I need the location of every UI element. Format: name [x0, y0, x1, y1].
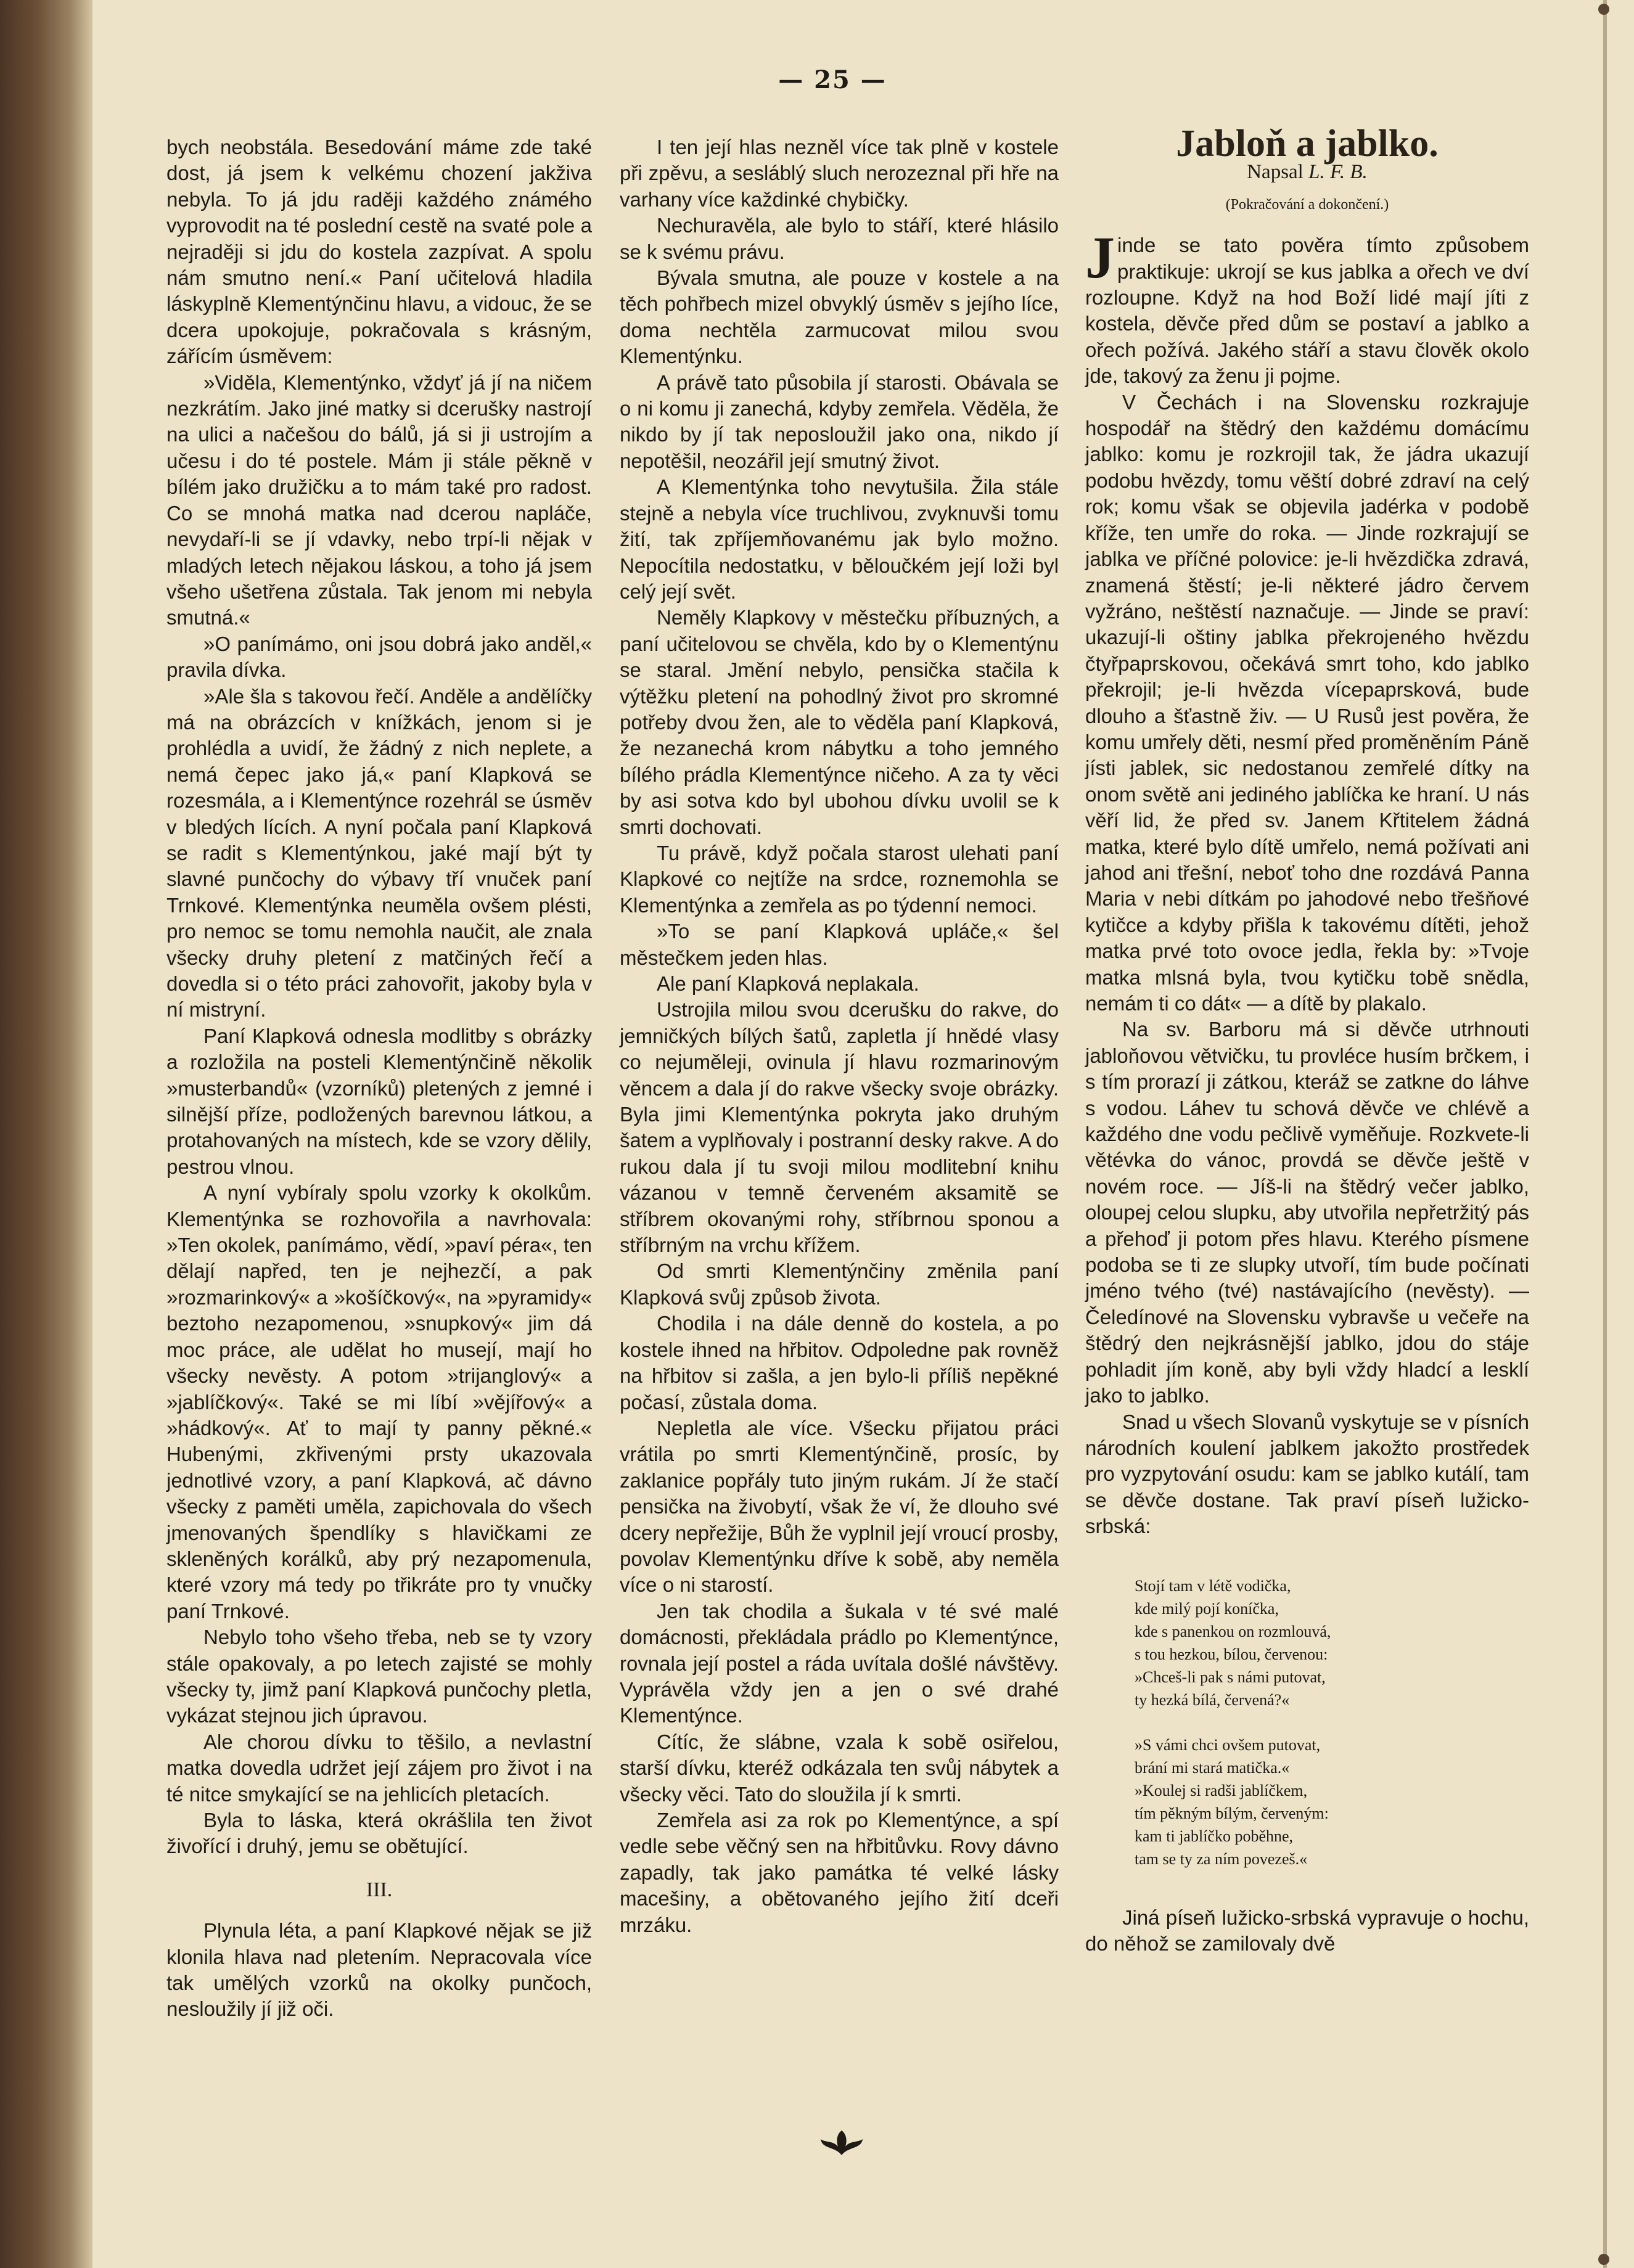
paragraph: Ale chorou dívku to těšilo, a nevlastní matka dovedla udržet její zájem pro život i na té nitce smykající se na jehlicích pletacích. [166, 1730, 592, 1806]
paragraph: »Ale šla s takovou řečí. Anděle a andělíčky má na obrázcích v knížkách, jenom si je prohlédla a uvidí, že žádný z nich neplete, a nemá čepec jako já,« paní Klapková se rozesmála, a i Klementýnce rozehrál se úsměv v bledých lících. A nyní počala paní Klapková se radit s Klementýnkou, jaké mají být ty slavné punčochy do výbavy tří vnuček paní Trnkové. Klementýnka neuměla ovšem plésti, pro nemoc se tomu nemohla naučit, ale znala všecky druhy pletení z matčiných řečí a dovedla si o této práci zahovořit, jakoby byla v ní mistryní. [166, 684, 592, 1021]
paragraph: Nechuravěla, ale bylo to stáří, které hlásilo se k svému právu. [620, 214, 1059, 263]
poem-line: kam ti jablíčko poběhne, [1135, 1827, 1294, 1845]
paragraph: bych neobstála. Besedování máme zde také dost, já jsem k velkému chození jakživa nebyla. To já jdu raději každého známého vyprovodit na té poslední cestě na svaté pole a nejraději si jdu do kostela zazpívat. A spolu nám smutno není.« Paní učitelová hladila láskyplně Klementýnčinu hlavu, a vidouc, že se dcera upokojuje, pokračovala s krásným, zářícím úsměvem: [166, 136, 592, 368]
article-title: Jabloň a jablko. [1176, 123, 1439, 165]
poem-stanza [1135, 1734, 1529, 1870]
section-heading: III. [366, 1878, 393, 1901]
paragraph: Nepletla ale více. Všecku přijatou práci vrátila po smrti Klementýnčině, prosíc, by zaklanice popřály tuto jiným rukám. Jí že stačí pensička na živobytí, však že ví, že dlouho své dcery nepřežije, Bůh že vyplnil její vroucí prosby, povolav Klementýnku dříve k sobě, aby neměla více o ni starostí. [620, 1416, 1059, 1597]
paragraph: Od smrti Klementýnčiny změnila paní Klapková svůj způsob života. [620, 1259, 1059, 1309]
continuation-note: (Pokračování a dokončení.) [1225, 196, 1389, 213]
paragraph: Na sv. Barboru má si děvče utrhnouti jabloňovou větvičku, tu provléce husím brčkem, i s tím prorazí ji zátkou, kteráž se zatkne do láhve s vodou. Láhev tu schová děvče ve chlévě a každého dne vodu pečlivě vyměňuje. Rozkvete-li větévka do vánoc, provdá se děvče ještě v novém roce. — Jíš-li na štědrý večer jablko, oloupej celou slupku, aby utvořila nepřetržitý pás a přehoď ji potom přes hlavu. Kterého písmene podoba se ti ze slupky utvoří, tím bude počínati jméno tvého (tvé) nastávajícího (nevěsty). — Čeledínové na Slovensku vybravše u večeře na štědrý den nejkrásnější jablko, jdou do stáje pohladit jím koně, aby byli vždy hladcí a lesklí jako to jablko. [1085, 1018, 1529, 1407]
poem-line: »Chceš-li pak s námi putovat, [1135, 1668, 1326, 1686]
poem-line: kde milý pojí koníčka, [1135, 1599, 1279, 1618]
paragraph: Paní Klapková odnesla modlitby s obrázky a rozložila na posteli Klementýnčině několik »musterbandů« (vzorníků) pletených z jemné i silnější příze, podložených barevnou látkou, a protahovaných na místech, kde se vzory dělily, pestrou vlnou. [166, 1024, 592, 1178]
paragraph: V Čechách i na Slovensku rozkrajuje hospodář na štědrý den každému domácímu jablko: komu je rozkrojil tak, že jádra ukazují podobu hvězdy, tomu věští dobré zdraví na celý rok; komu však se objevila jadérka v podobě kříže, ten umře do roka. — Jinde rozkrajují se jablka ve příčné polovice: je-li hvězdička zdravá, znamená štěstí; je-li některé jádro červem vyžráno, neštěstí naznačuje. — Jinde se praví: ukazují-li oštiny jablka překrojeného hvězdu čtyřpaprskovou, očekává smrt toho, kdo jablko překrojil; je-li hvězda vícepaprsková, bude dlouho a šťastně živ. — U Rusů jest pověra, že komu umřely děti, nesmí před proměněním Páně jísti jablek, sic nedostanou zemřelé dítky na onom světě ani jediného jablíčka ke hraní. U nás věří lid, že před sv. Janem Křtitelem žádná matka, které bylo dítě umřelo, nemá požívati ani jahod ani třešní, neboť toho dne rozdává Panna Maria v nebi dítkám po jahodové nebo třešňové kytičce a kdyby přišla k takovému dítěti, jehož matka prvé toto ovoce jedla, řekla by: »Tvoje matka mlsná byla, tvou kytičku tobě snědla, nemám ti co dát« — a dítě by plakalo. [1085, 390, 1529, 1015]
paragraph: A nyní vybíraly spolu vzorky k okolkům. Klementýnka se rozhovořila a navrhovala: »Ten okolek, panímámo, vědí, »paví péra«, ten dělají napřed, ten je nejhezčí, a pak »rozmarinkový« a »košíčkový«, na »pyramidy« beztoho nezapomenou, »snupkový« jim dá moc práce, ale udělat ho musejí, mají ho všecky nevěsty. A potom »trijanglový« a »jablíčkový«. Také se mi líbí »vějířový« a »hádkový«. Ať to mají ty panny pěkné.« Hubenými, zkřivenými prsty ukazovala jednotlivé vzory, a paní Klapková, ač dávno všecky z paměti uměla, zapichovala do všech jmenovaných špendlíky s hlavičkami ze skleněných korálků, aby prý nezapomenula, které vzory má tedy po třikráte pro ty vnučky paní Trnkové. [166, 1181, 592, 1623]
paragraph: Ustrojila milou svou dcerušku do rakve, do jemničkých bílých šatů, zapletla jí hnědé vlasy co nejuměleji, ovinula jí hlavu rozmarinovým věncem a dala jí do rakve všecky svoje obrázky. Byla jimi Klementýnka pokryta jako druhým šatem a vyplňovaly i postranní desky rakve. A do rukou dala jí tu svoji milou modlitební knihu vázanou v temně červeném aksamitě se stříbrem okovanými rohy, stříbrnou sponou a stříbrným na vrchu křížem. [620, 998, 1059, 1257]
paragraph: Jiná píseň lužicko-srbská vypravuje o hochu, do něhož se zamilovaly dvě [1085, 1906, 1529, 1955]
binding-stitch [1598, 4, 1609, 15]
poem-line: ty hezká bílá, červená?« [1135, 1690, 1290, 1709]
paragraph: Snad u všech Slovanů vyskytuje se v písních národních koulení jablkem jakožto prostředek pro vyzpytování osudu: kam se jablko kutálí, tam se děvče dostane. Tak praví píseň lužicko-srbská: [1085, 1410, 1529, 1538]
paragraph: Zemřela asi za rok po Klementýnce, a spí vedle sebe věčný sen na hřbitůvku. Rovy dávno zapadly, tak jako památka té velké lásky macešiny, a obětovaného jejího žití dceři mrzáku. [620, 1809, 1059, 1936]
column-right [1085, 123, 1529, 1957]
paragraph: Jen tak chodila a šukala v té své malé domácnosti, překládala prádlo po Klementýnce, rovnala její postel a ráda uvítala došlé návštěvy. Vyprávěla vždy jen a jen o své drahé Klementýnce. [620, 1599, 1059, 1727]
poem-line: tam se ty za ním povezeš.« [1135, 1849, 1308, 1868]
poem-line: Stojí tam v létě vodička, [1135, 1576, 1291, 1595]
paragraph: Tu právě, když počala starost ulehati paní Klapkové co nejtíže na srdce, roznemohla se Klementýnka a zemřela as po týdenní nemoci. [620, 841, 1059, 917]
paragraph: A Klementýnka toho nevytušila. Žila stále stejně a nebyla více truchlivou, zvyknuvši tomu žití, tak zpříjemňovanému jak bylo možno. Nepocítila nedostatku, v běloučkém její loži byl celý její svět. [620, 475, 1059, 603]
byline [1085, 159, 1529, 185]
paragraph: »To se paní Klapková upláče,« šel městečkem jeden hlas. [620, 920, 1059, 969]
column-middle [620, 134, 1059, 1938]
paragraph: »O panímámo, oni jsou dobrá jako anděl,« pravila dívka. [166, 632, 592, 682]
paragraph: I ten její hlas nezněl více tak plně v kostele při zpěvu, a sesláblý sluch nerozeznal při hře na varhany více každinké chybičky. [620, 136, 1059, 211]
paragraph: Cítíc, že slábne, vzala k sobě osiřelou, starší dívku, kteréž odkázala ten svůj nábytek a všecky věci. Tato do sloužila jí k smrti. [620, 1730, 1059, 1806]
poem-line: kde s panenkou on rozmlouvá, [1135, 1622, 1331, 1640]
poem-stanza [1135, 1574, 1529, 1711]
paragraph: Neměly Klapkovy v městečku příbuzných, a paní učitelovou se chvěla, kdo by o Klementýnu se staral. Jmění nebylo, pensička stačila k výtěžku pletení na pohodlný život pro skromné potřeby dvou žen, ale to věděla paní Klapková, že nezanechá krom nábytku a toho jemného bílého prádla Klementýnce ničeho. A za ty věci by asi sotva kdo byl ubohou dívku uvolil se k smrti dochovati. [620, 606, 1059, 838]
byline-author: L. F. B. [1308, 161, 1368, 184]
paragraph: Chodila i na dále denně do kostela, a po kostele ihned na hřbitov. Odpoledne pak rovněž na hřbitov si zašla, a jen bylo-li příliš nepěkné počasí, zůstala doma. [620, 1312, 1059, 1414]
poem [1135, 1574, 1529, 1870]
drop-cap: J [1085, 224, 1115, 291]
paragraph-text: inde se tato pověra tímto způsobem praktikuje: ukrojí se kus jablka a ořech ve dví rozloupne. Když na hod Boží lidé mají jíti z kostela, děvče před dům se postaví a jablko a ořech požívá. Jakého stáří a stavu člověk okolo jde, takový za ženu ji pojme. [1085, 234, 1529, 388]
paragraph: Bývala smutna, ale pouze v kostele a na těch pohřbech mizel obvyklý úsměv s jejího líce, doma nechtěla zarmucovat milou svou Klementýnku. [620, 266, 1059, 368]
column-left [166, 134, 592, 2023]
paragraph: Nebylo toho všeho třeba, neb se ty vzory stále opakovaly, a po letech zajisté se mohly všecky ty, jimž paní Klapková punčochy pletla, vykázat stejnou jich úpravou. [166, 1626, 592, 1727]
paragraph: Byla to láska, která okrášlila ten život živořící i druhý, jemu se obětující. [166, 1809, 592, 1858]
page-number: — 25 — [778, 65, 887, 94]
paragraph [1085, 224, 1529, 389]
poem-line: s tou hezkou, bílou, červenou: [1135, 1645, 1328, 1663]
binding-edge [1603, 0, 1607, 2268]
paragraph: A právě tato působila jí starosti. Obávala se o ni komu ji zanechá, kdyby zemřela. Věděla, že nikdo by jí tak neposloužil jako ona, nikdo jí nepotěšil, neozářil její smutný život. [620, 370, 1059, 472]
binding-gutter [0, 0, 92, 2268]
paragraph: Ale paní Klapková neplakala. [657, 972, 919, 995]
byline-prefix: Napsal [1247, 161, 1304, 184]
paragraph: Plynula léta, a paní Klapkové nějak se již klonila hlava nad pletením. Nepracovala více tak umělých vzorků na okolky punčoch, nesloužily jí již oči. [166, 1919, 592, 2021]
binding-stitch [1598, 2254, 1609, 2265]
paragraph: »Viděla, Klementýnko, vždyť já jí na ničem nezkrátím. Jako jiné matky si dcerušky nastrojí na ulici a načešou do bálů, já si ji ustrojím a učesu i do té postele. Mám ji stále pěkně v bílém jako družičku a to mám také pro radost. Co se mnohá matka nad dcerou napláče, nevydaří-li se jí vdavky, nebo trpí-li nějak v mladých letech nějakou láskou, a toho já jsem všeho ušetřena zůstala. Tak jenom mi nebyla smutná.« [166, 370, 592, 629]
fleuron-ornament-icon [817, 2128, 866, 2159]
poem-line: »Koulej si radši jablíčkem, [1135, 1781, 1308, 1799]
poem-line: »S vámi chci ovšem putovat, [1135, 1735, 1321, 1754]
poem-line: brání mi stará matička.« [1135, 1758, 1290, 1777]
poem-line: tím pěkným bílým, červeným: [1135, 1804, 1329, 1822]
